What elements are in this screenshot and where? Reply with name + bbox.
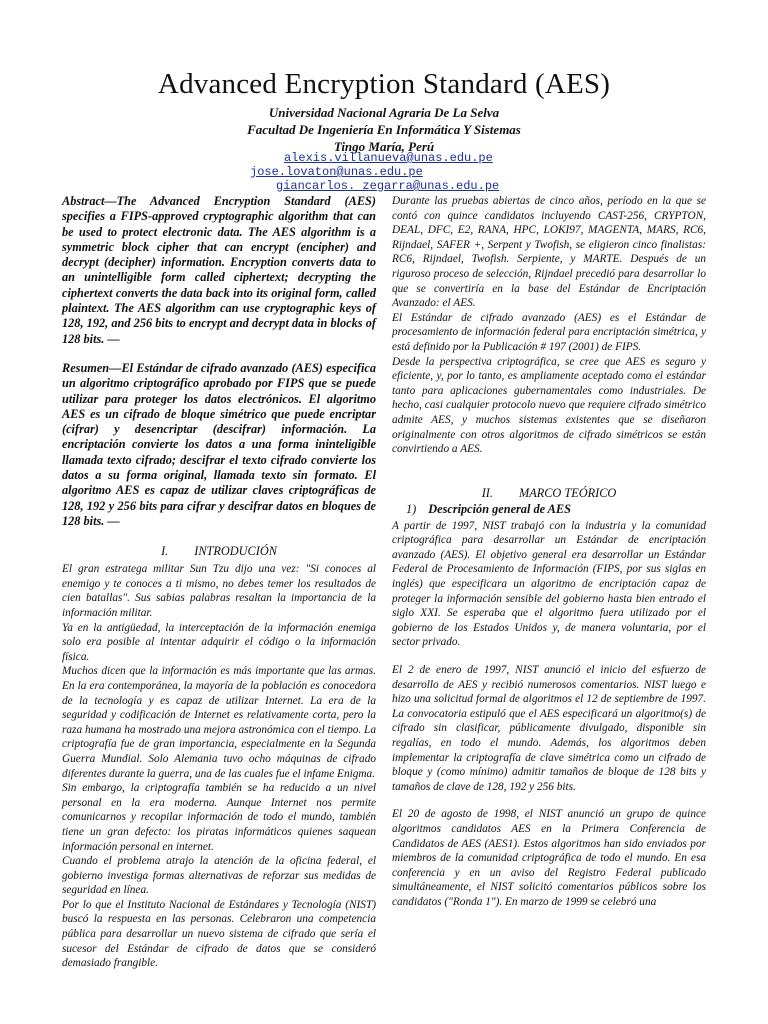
email-link[interactable]: alexis.villanueva@unas.edu.pe [284, 151, 493, 165]
section-title: INTRODUCIÓN [194, 544, 277, 559]
paper-title: Advanced Encryption Standard (AES) [157, 68, 611, 100]
university-name: Universidad Nacional Agraria De La Selva [268, 105, 500, 120]
subsection-heading [406, 501, 706, 517]
paragraph: El gran estratega militar Sun Tzu dijo una vez: "Si conoces al enemigo y te conoces a ti mismo, no debes temer los resultados de cien batallas". Sus sabias palabras resaltan la importancia de la información militar. [62, 563, 376, 620]
subsection-number: 1) [406, 501, 417, 516]
location: Tingo María, Perú [333, 139, 435, 154]
left-column [62, 194, 376, 971]
section-heading [62, 543, 376, 559]
paragraph: Por lo que el Instituto Nacional de Estándares y Tecnología (NIST) buscó la respuesta en las personas. Celebraron una competencia pública para desarrollar un nuevo sistema de cifrado que sería el sucesor del Estándar de cifrado de datos que se consideró demasiado frangible. [62, 898, 376, 970]
email-link[interactable]: giancarlos. zegarra@unas.edu.pe [276, 179, 500, 193]
paragraph: El 2 de enero de 1997, NIST anunció el inicio del esfuerzo de desarrollo de AES y recibió numerosos comentarios. NIST luego e hizo una solicitud formal de algoritmos el 12 de septiembre de 1997. La convocatoria estipuló que el AES especificará un algoritmo(s) de cifrado sin clasificar, públicamente divulgado, disponible sin regalías, en todo el mundo. Además, los algoritmos deben implementar la criptografía de clave simétrica como un cifrado de bloque y (como mínimo) admitir tamaños de bloque de 128 bits y tamaños de clave de 128, 192 y 256 bits. [392, 664, 706, 793]
subsection-title: Descripción general de AES [428, 501, 571, 516]
paragraph: El Estándar de cifrado avanzado (AES) es el Estándar de procesamiento de información federal para encriptación simétrica, y está definido por la Publicación # 197 (2001) de FIPS. [392, 311, 706, 353]
section-title: MARCO TEÓRICO [518, 485, 617, 500]
abstract-english: Abstract—The Advanced Encryption Standard (AES) specifies a FIPS-approved cryptographic algorithm that can be used to protect electronic data. The AES algorithm is a symmetric block cipher that can encrypt (encipher) and decrypt (decipher) information. Encryption converts data to an unintelligible form called ciphertext; decrypting the ciphertext converts the data back into its original form, called plaintext. The AES algorithm can use cryptographic keys of 128, 192, and 256 bits to encrypt and decrypt data in blocks of 128 bits. — [62, 194, 376, 346]
paragraph: A partir de 1997, NIST trabajó con la industria y la comunidad criptográfica para desarrollar un Estándar de encriptación avanzado (AES). El objetivo general era desarrollar un Estándar Federal de Procesamiento de Información (FIPS, por sus siglas en inglés) que especificara un algoritmo de encriptación capaz de proteger la información sensible del gobierno hasta bien entrado el siglo XXI. Se esperaba que el algoritmo fuera utilizado por el gobierno de los Estados Unidos y, de manera voluntaria, por el sector privado. [392, 519, 706, 649]
right-column [392, 194, 706, 910]
abstract-spanish: Resumen—El Estándar de cifrado avanzado (AES) especifica un algoritmo criptográfico aprobado por FIPS que se puede utilizar para proteger los datos electrónicos. El algoritmo AES es un cifrado de bloque simétrico que puede encriptar (cifrar) y desencriptar (descifrar) información. La encriptación convierte los datos a una forma ininteligible llamada texto cifrado; descifrar el texto cifrado convierte los datos a su forma original, llamada texto sin formato. El algoritmo AES es capaz de utilizar claves criptográficas de 128, 192 y 256 bits para cifrar y descifrar datos en bloques de 128 bits. — [62, 360, 376, 528]
paragraph: Durante las pruebas abiertas de cinco años, período en la que se contó con quince candidatos incluyendo CAST-256, CRYPTON, DEAL, DFC, E2, RANA, HPC, LOKI97, MAGENTA, MARS, RC6, Rijndael, SAFER +, Serpent y Twofish, se eligieron cinco finalistas: RC6, Rijndael, Twofish. Serpiente, y MARTE. Después de un riguroso proceso de selección, Rijndael precedió para desarrollar lo que se convertiría en la base del Estándar de Encriptación Avanzado: el AES. [392, 195, 706, 310]
email-link[interactable]: jose.lovaton@unas.edu.pe [250, 165, 423, 179]
paragraph: Ya en la antigüedad, la interceptación de la información enemiga solo era posible al intentar adquirir el código o la información física. [62, 621, 376, 663]
section-heading [392, 485, 706, 501]
section-number: I. [161, 544, 169, 559]
faculty-name: Facultad De Ingeniería En Informática Y Sistemas [247, 122, 521, 137]
paragraph: Cuando el problema atrajo la atención de la oficina federal, el gobierno investiga formas alternativas de reforzar sus medidas de seguridad en línea. [62, 855, 376, 897]
section-number: II. [481, 485, 493, 500]
paragraph: Desde la perspectiva criptográfica, se cree que AES es seguro y eficiente, y, por lo tanto, es ampliamente aceptado como el estándar tanto para aplicaciones gubernamentales como industriales. De hecho, casi cualquier protocolo nuevo que requiere cifrado simétrico admite AES, y muchos sistemas existentes que se diseñaron originalmente con otros algoritmos de cifrado simétricos se están convirtiendo a AES. [392, 355, 706, 456]
paragraph: Sin embargo, la criptografía también se ha reducido a un nivel personal en la era moderna. Aunque Internet nos permite comunicarnos y recopilar información de todo el mundo, también tiene un gran defecto: los piratas informáticos quienes saquean información personal en internet. [62, 782, 376, 853]
paragraph: El 20 de agosto de 1998, el NIST anunció un grupo de quince algoritmos candidatos AES en la Primera Conferencia de Candidatos de AES (AES1). Estos algoritmos han sido enviados por miembros de la comunidad criptográfica de todo el mundo. En esa conferencia y en un aviso del Registro Federal publicado simultáneamente, el NIST solicitó comentarios públicos sobre los candidatos ("Ronda 1"). En marzo de 1999 se celebró una [392, 808, 706, 908]
paragraph: Muchos dicen que la información es más importante que las armas. En la era contemporánea, la mayoría de la población es conocedora de la tecnología y es capaz de utilizar Internet. La era de la seguridad y codificación de Internet es relativamente corta, pero la raza humana ha mostrado una mejora astronómica con el tiempo. La criptografía fue de gran importancia, especialmente en la Segunda Guerra Mundial. Solo Alemania tuvo ocho máquinas de cifrado diferentes durante la guerra, una de las cuales fue el infame Enigma. [62, 665, 376, 780]
